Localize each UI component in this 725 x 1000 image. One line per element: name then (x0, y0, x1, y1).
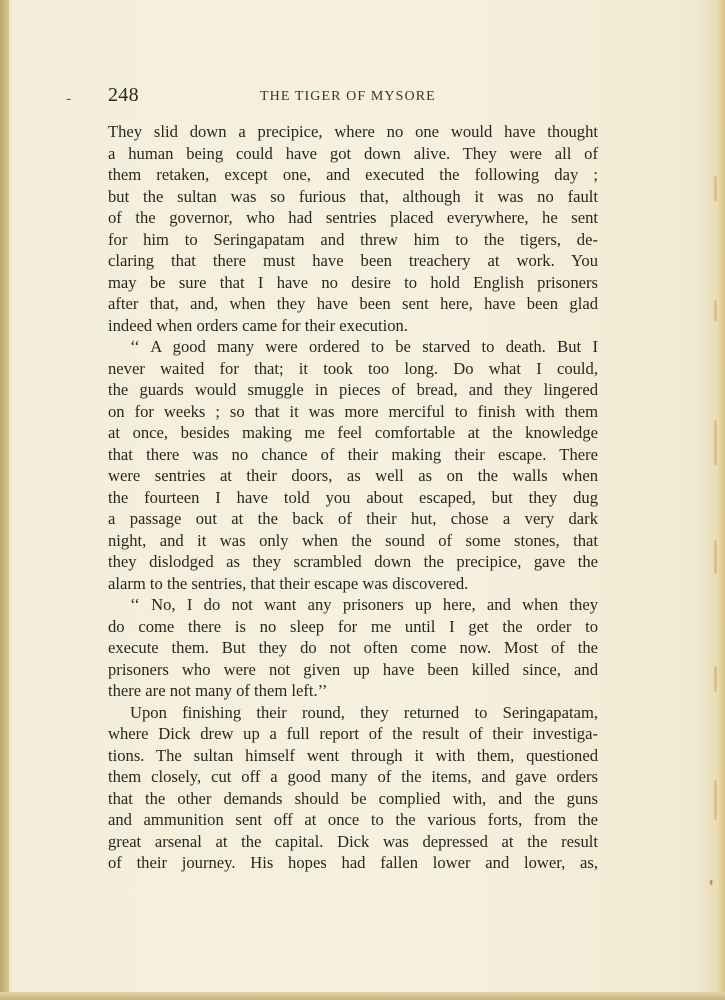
margin-mark (714, 300, 717, 322)
text-line: ‘‘ A good many were ordered to be starved to death. But I (130, 337, 598, 356)
text-line: may be sure that I have no desire to hold English prisoners (108, 272, 598, 292)
margin-mark (714, 420, 717, 466)
text-line: for him to Seringapatam and threw him to the tigers, de- (108, 229, 598, 249)
text-line: great arsenal at the capital. Dick was depressed at the result (108, 831, 598, 851)
text-line: the guards would smuggle in pieces of bread, and they lingered (108, 380, 598, 399)
page-header (108, 84, 598, 108)
text-line: of their journey. His hopes had fallen lower and lower, as, (108, 853, 598, 872)
running-head: THE TIGER OF MYSORE (260, 89, 436, 104)
text-line: alarm to the sentries, that their escape was discovered. (108, 573, 469, 593)
text-line: where Dick drew up a full report of the result of their investiga- (108, 724, 598, 743)
body-text (108, 121, 598, 874)
text-line: indeed when orders came for their execution. (108, 315, 408, 335)
text-line: them retaken, except one, and executed the following day ; (108, 165, 598, 184)
text-line: but the sultan was so furious that, although it was no fault (108, 186, 598, 206)
text-line: that the other demands should be complied with, and the guns (108, 788, 598, 808)
text-line: claring that there must have been treachery at work. You (108, 251, 598, 270)
text-line: never waited for that; it took too long. Do what I could, (108, 358, 598, 378)
margin-mark (714, 666, 717, 692)
text-line: a human being could have got down alive. They were all of (108, 143, 598, 163)
text-line: tions. The sultan himself went through it with them, questioned (108, 745, 598, 765)
corner-mark: ◖ (707, 874, 715, 889)
text-line: them closely, cut off a good many of the items, and gave orders (108, 767, 598, 786)
text-line: on for weeks ; so that it was more merciful to finish with them (108, 401, 598, 421)
text-line: at once, besides making me feel comfortable at the knowledge (108, 423, 598, 442)
text-line: of the governor, who had sentries placed everywhere, he sent (108, 208, 598, 227)
margin-mark (714, 540, 717, 574)
margin-mark (714, 780, 717, 820)
page-right-edge (718, 0, 725, 1000)
margin-mark (714, 176, 717, 202)
text-line: after that, and, when they have been sent here, have been glad (108, 294, 598, 313)
text-line: prisoners who were not given up have been killed since, and (108, 659, 598, 679)
page-number: 248 (108, 84, 139, 106)
margin-dash: - (66, 90, 72, 107)
text-line: and ammunition sent off at once to the various forts, from the (108, 810, 598, 829)
text-line: do come there is no sleep for me until I get the order to (108, 616, 598, 636)
page-bottom-edge (0, 992, 725, 1000)
text-line: night, and it was only when the sound of some stones, that (108, 530, 598, 550)
text-line: there are not many of them left.’’ (108, 681, 328, 700)
text-line: execute them. But they do not often come now. Most of the (108, 638, 598, 657)
text-line: They slid down a precipice, where no one would have thought (108, 122, 598, 141)
text-line: a passage out at the back of their hut, chose a very dark (108, 509, 598, 528)
text-line: they dislodged as they scrambled down the precipice, gave the (108, 552, 598, 571)
page-left-edge (0, 0, 9, 1000)
text-line: were sentries at their doors, as well as on the walls when (108, 466, 598, 485)
text-line: the fourteen I have told you about escaped, but they dug (108, 487, 598, 507)
text-line: that there was no chance of their making their escape. There (108, 444, 598, 464)
text-line: ‘‘ No, I do not want any prisoners up here, and when they (130, 595, 598, 614)
text-line: Upon finishing their round, they returned to Seringapatam, (130, 702, 598, 722)
